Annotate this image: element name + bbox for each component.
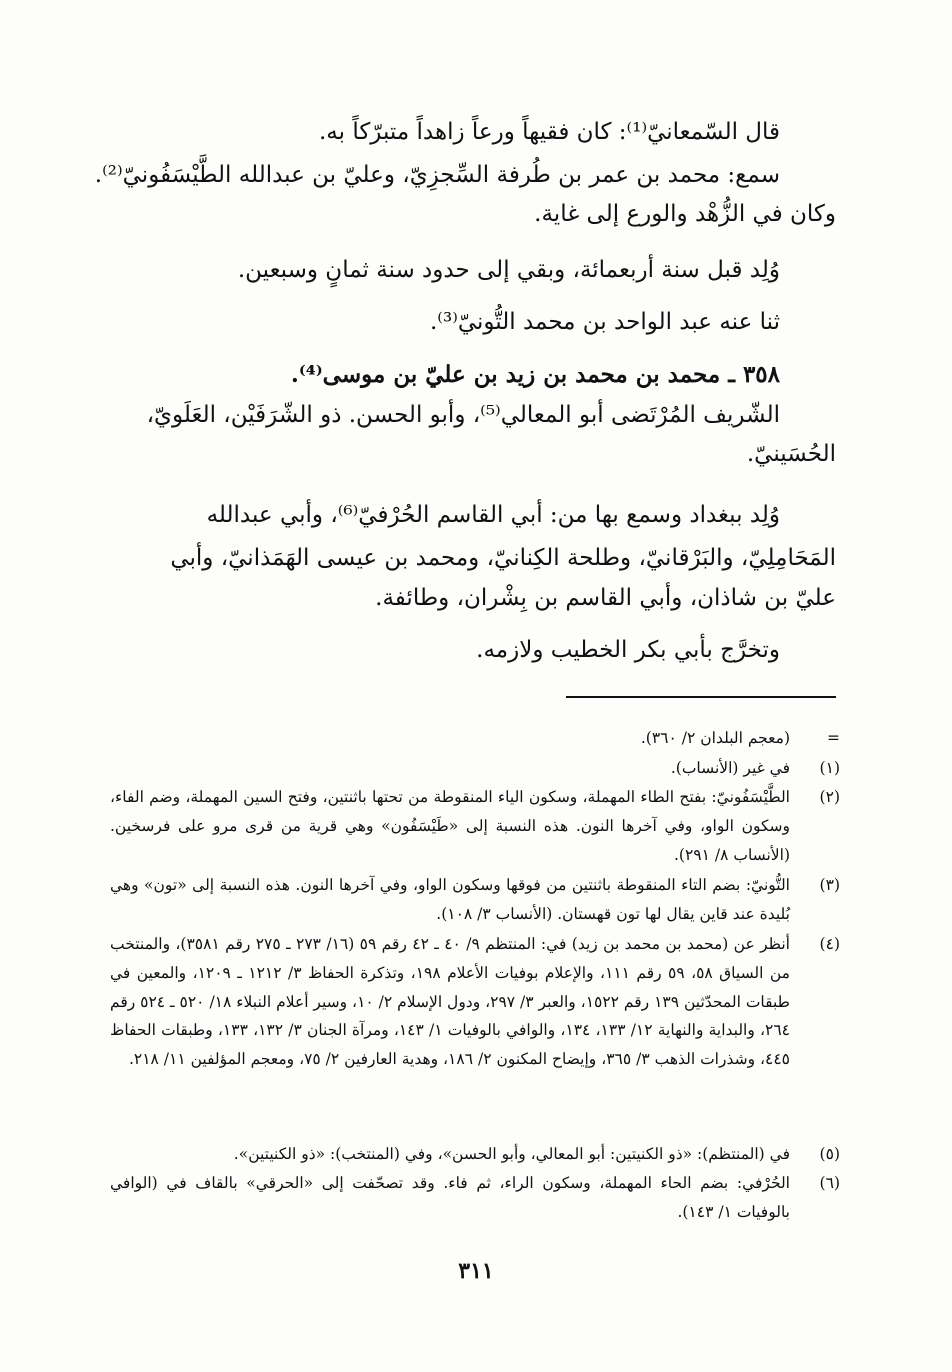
main-line: وتخرَّج بأبي بكر الخطيب ولازمه.: [476, 637, 780, 663]
footnote-text: أنظر عن (محمد بن محمد بن زيد) في: المنتظم ٩/ ٤٠ ـ ٤٢ رقم ٥٩ (١٦/ ٢٧٣ ـ ٢٧٥ رقم ٣٥٨١)، والمنتخب من السياق ٥٨، ٥٩ رقم ١١١، والإعلام بوفيات الأعلام ١٩٨، وتذكرة الحفاظ ٣/ ١٢١٢ ـ ١٢٠٩، والمعين في طبقات المحدّثين ١٣٩ رقم ١٥٢٢، والعبر ٣/ ٢٩٧، ودول الإسلام ٢/ ١٠، وسير أعلام النبلاء ١٨/ ٥٢٠ ـ ٥٢٤ رقم ٢٦٤، والبداية والنهاية ١٢/ ١٣٣، ١٣٤، والوافي بالوفيات ١/ ١٤٣، ومرآة الجنان ٣/ ١٣٢، ١٣٣، وطبقات الحفاظ ٤٤٥، وشذرات الذهب ٣/ ٣٦٥، وإيضاح المكنون ٢/ ١٨٦، وهدية العارفين ٢/ ٧٥، ومعجم المؤلفين ١١/ ٢١٨.: [110, 935, 791, 1069]
footnote-5: [110, 1140, 840, 1169]
footnote-text: الطَّيْسَفُونيّ: بفتح الطاء المهملة، وسكون الياء المنقوطة من تحتها باثنتين، وفتح السين المهملة، وضم الفاء، وسكون الواو، وفي آخرها النون. هذه النسبة إلى «طَيْسَفُون» وهي قرية من قرى مرو على فرسخين. (الأنساب ٨/ ٢٩١).: [110, 788, 790, 864]
footnote-6: [110, 1169, 840, 1227]
footnote-text: في غير (الأنساب).: [670, 759, 790, 777]
main-line: وُلِد قبل سنة أربعمائة، وبقي إلى حدود سنة ثمانٍ وسبعين.: [237, 257, 780, 283]
footnote-text: في (المنتظم): «ذو الكنيتين: أبو المعالي، وأبو الحسن»، وفي (المنتخب): «ذو الكنيتين».: [233, 1145, 790, 1163]
footnote-number: (٢): [819, 788, 840, 806]
main-line: ثنا عنه عبد الواحد بن محمد التُّونيّ⁽³⁾.: [430, 309, 780, 335]
footnote-2: [110, 783, 840, 869]
footnote-3: [110, 871, 840, 929]
main-line: سمع: محمد بن عمر بن طُرفة السِّجزِيّ، وعليّ بن عبدالله الطَّيْسَفُونيّ⁽²⁾.: [94, 162, 780, 188]
footnote-number: (٦): [819, 1174, 840, 1192]
main-line: وُلِد ببغداد وسمع بها من: أبي القاسم الحُرْفيّ⁽⁶⁾، وأبي عبدالله: [206, 502, 780, 528]
footnote-number: (٣): [819, 876, 840, 894]
footnote-4: [110, 930, 840, 1074]
footnote-number: =: [827, 729, 840, 747]
footnote-text: الحُرْفي: بضم الحاء المهملة، وسكون الراء، ثم فاء. وقد تصحّفت إلى «الحرقي» بالقاف في (الوافي بالوفيات ١/ ١٤٣).: [110, 1174, 790, 1221]
main-line: وكان في الزُّهْد والورع إلى غاية.: [534, 201, 836, 227]
footnote-text: التُّونيّ: بضم التاء المنقوطة باثنتين من فوقها وسكون الواو، وفي آخرها النون. هذه النسبة إلى «تون» وهي بُليدة عند قاين يقال لها تون قهستان. (الأنساب ٣/ ١٠٨).: [110, 876, 790, 923]
footnote-number: (٤): [819, 935, 840, 953]
main-line: الشّريف المُرْتَضى أبو المعالي⁽⁵⁾، وأبو الحسن. ذو الشّرَفَيْن، العَلَويّ،: [146, 402, 780, 428]
main-line: قال السّمعانيّ⁽¹⁾: كان فقيهاً ورعاً زاهداً متبرّكاً به.: [318, 119, 780, 145]
footnote-number: (٥): [819, 1145, 840, 1163]
page-number: ٣١١: [458, 1258, 494, 1284]
footnote-text: (معجم البلدان ٢/ ٣٦٠).: [640, 729, 790, 747]
footnote-separator: [566, 696, 836, 698]
main-line: الحُسَينيّ.: [746, 441, 836, 467]
entry-heading: ٣٥٨ ـ محمد بن محمد بن زيد بن عليّ بن موسى⁽⁴⁾.: [290, 361, 780, 388]
footnote-continuation: [110, 724, 840, 753]
main-line: المَحَامِلِيّ، والبَرْقانيّ، وطلحة الكِنانيّ، ومحمد بن عيسى الهَمَذانيّ، وأبي: [170, 545, 836, 571]
footnote-number: (١): [819, 759, 840, 777]
main-line: عليّ بن شاذان، وأبي القاسم بن بِشْران، وطائفة.: [375, 585, 836, 611]
footnote-1: [110, 754, 840, 783]
